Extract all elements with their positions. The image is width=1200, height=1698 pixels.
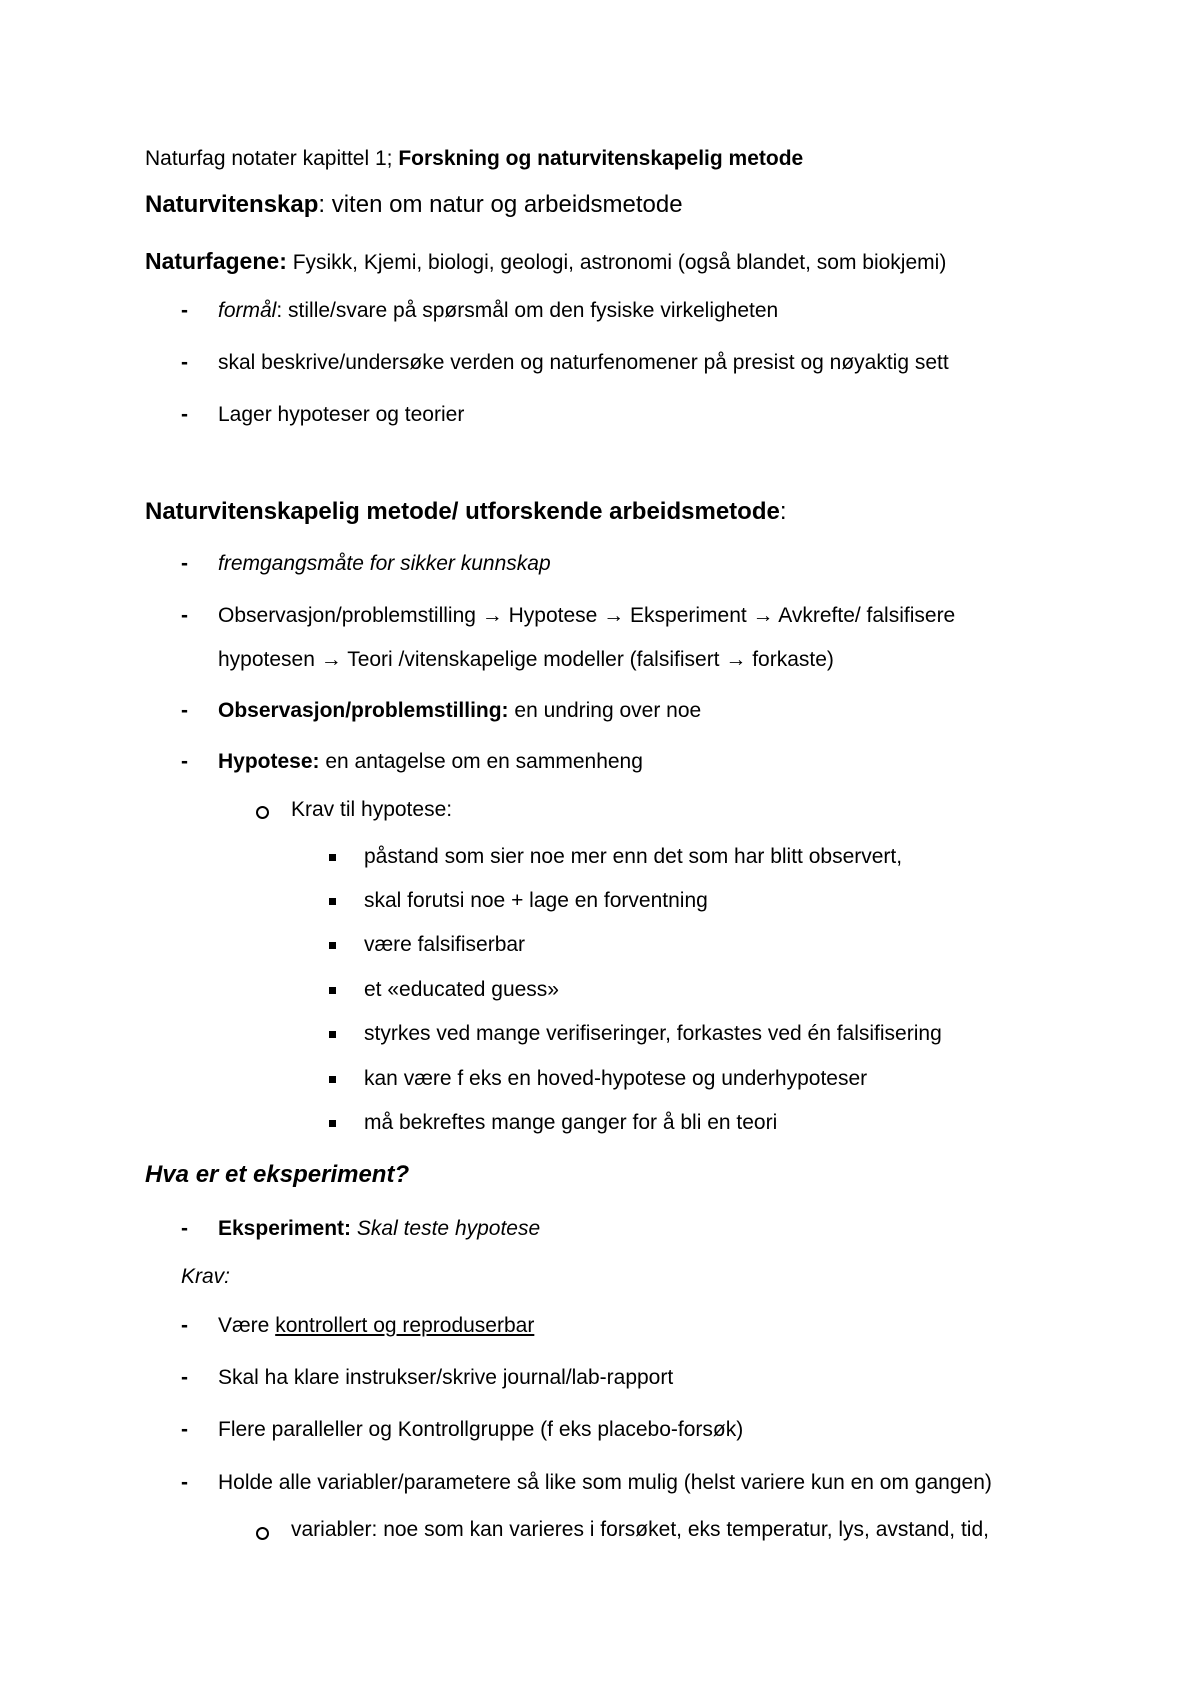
dash-bullet: - bbox=[181, 699, 188, 722]
definition-naturvitenskap: Naturvitenskap: viten om natur og arbeidsmetode bbox=[145, 191, 683, 218]
square-bullet-icon bbox=[329, 1076, 336, 1083]
subsublist-item: skal forutsi noe + lage en forventning bbox=[364, 889, 708, 912]
dash-bullet: - bbox=[181, 351, 188, 374]
list-item: Flere paralleller og Kontrollgruppe (f eks placebo-forsøk) bbox=[218, 1418, 744, 1441]
dash-bullet: - bbox=[181, 1471, 188, 1494]
sublist-item: Krav til hypotese: bbox=[291, 798, 453, 821]
dash-bullet: - bbox=[181, 403, 188, 426]
circle-bullet-icon bbox=[256, 806, 269, 819]
dash-bullet: - bbox=[181, 1418, 188, 1441]
square-bullet-icon bbox=[329, 942, 336, 949]
list-item: Observasjon/problemstilling: en undring over noe bbox=[218, 699, 702, 722]
document-title: Naturfag notater kapittel 1; Forskning og naturvitenskapelig metode bbox=[145, 147, 804, 170]
sublist-item: variabler: noe som kan varieres i forsøket, eks temperatur, lys, avstand, tid, bbox=[291, 1518, 989, 1541]
list-item: Lager hypoteser og teorier bbox=[218, 403, 465, 426]
list-item-continuation: hypotesen → Teori /vitenskapelige modeller (falsifisert → forkaste) bbox=[218, 648, 834, 671]
dash-bullet: - bbox=[181, 1314, 188, 1337]
square-bullet-icon bbox=[329, 987, 336, 994]
circle-bullet-icon bbox=[256, 1527, 269, 1540]
section-heading-metode: Naturvitenskapelig metode/ utforskende arbeidsmetode: bbox=[145, 498, 787, 525]
dash-bullet: - bbox=[181, 552, 188, 575]
dash-bullet: - bbox=[181, 604, 188, 627]
list-item: Holde alle variabler/parametere så like som mulig (helst variere kun en om gangen) bbox=[218, 1471, 992, 1494]
list-item: Eksperiment: Skal teste hypotese bbox=[218, 1217, 541, 1240]
list-item: Observasjon/problemstilling → Hypotese → Eksperiment → Avkrefte/ falsifisere bbox=[218, 604, 956, 627]
subsublist-item: påstand som sier noe mer enn det som har blitt observert, bbox=[364, 845, 903, 868]
list-item: formål: stille/svare på spørsmål om den fysiske virkeligheten bbox=[218, 299, 779, 322]
list-item: Hypotese: en antagelse om en sammenheng bbox=[218, 750, 643, 773]
square-bullet-icon bbox=[329, 1031, 336, 1038]
subsublist-item: må bekreftes mange ganger for å bli en teori bbox=[364, 1111, 778, 1134]
list-item: skal beskrive/undersøke verden og naturfenomener på presist og nøyaktig sett bbox=[218, 351, 949, 374]
list-item: Være kontrollert og reproduserbar bbox=[218, 1314, 535, 1337]
subsublist-item: styrkes ved mange verifiseringer, forkastes ved én falsifisering bbox=[364, 1022, 942, 1045]
definition-naturfagene: Naturfagene: Fysikk, Kjemi, biologi, geologi, astronomi (også blandet, som biokjemi) bbox=[145, 248, 947, 274]
dash-bullet: - bbox=[181, 1366, 188, 1389]
section-heading-eksperiment: Hva er et eksperiment? bbox=[145, 1161, 410, 1188]
list-item: Skal ha klare instrukser/skrive journal/lab-rapport bbox=[218, 1366, 674, 1389]
subsublist-item: kan være f eks en hoved-hypotese og underhypoteser bbox=[364, 1067, 868, 1090]
dash-bullet: - bbox=[181, 299, 188, 322]
dash-bullet: - bbox=[181, 750, 188, 773]
square-bullet-icon bbox=[329, 1120, 336, 1127]
dash-bullet: - bbox=[181, 1217, 188, 1240]
list-item: fremgangsmåte for sikker kunnskap bbox=[218, 552, 551, 575]
square-bullet-icon bbox=[329, 854, 336, 861]
square-bullet-icon bbox=[329, 898, 336, 905]
subsublist-item: være falsifiserbar bbox=[364, 933, 526, 956]
subsublist-item: et «educated guess» bbox=[364, 978, 559, 1001]
krav-label: Krav: bbox=[181, 1265, 231, 1288]
